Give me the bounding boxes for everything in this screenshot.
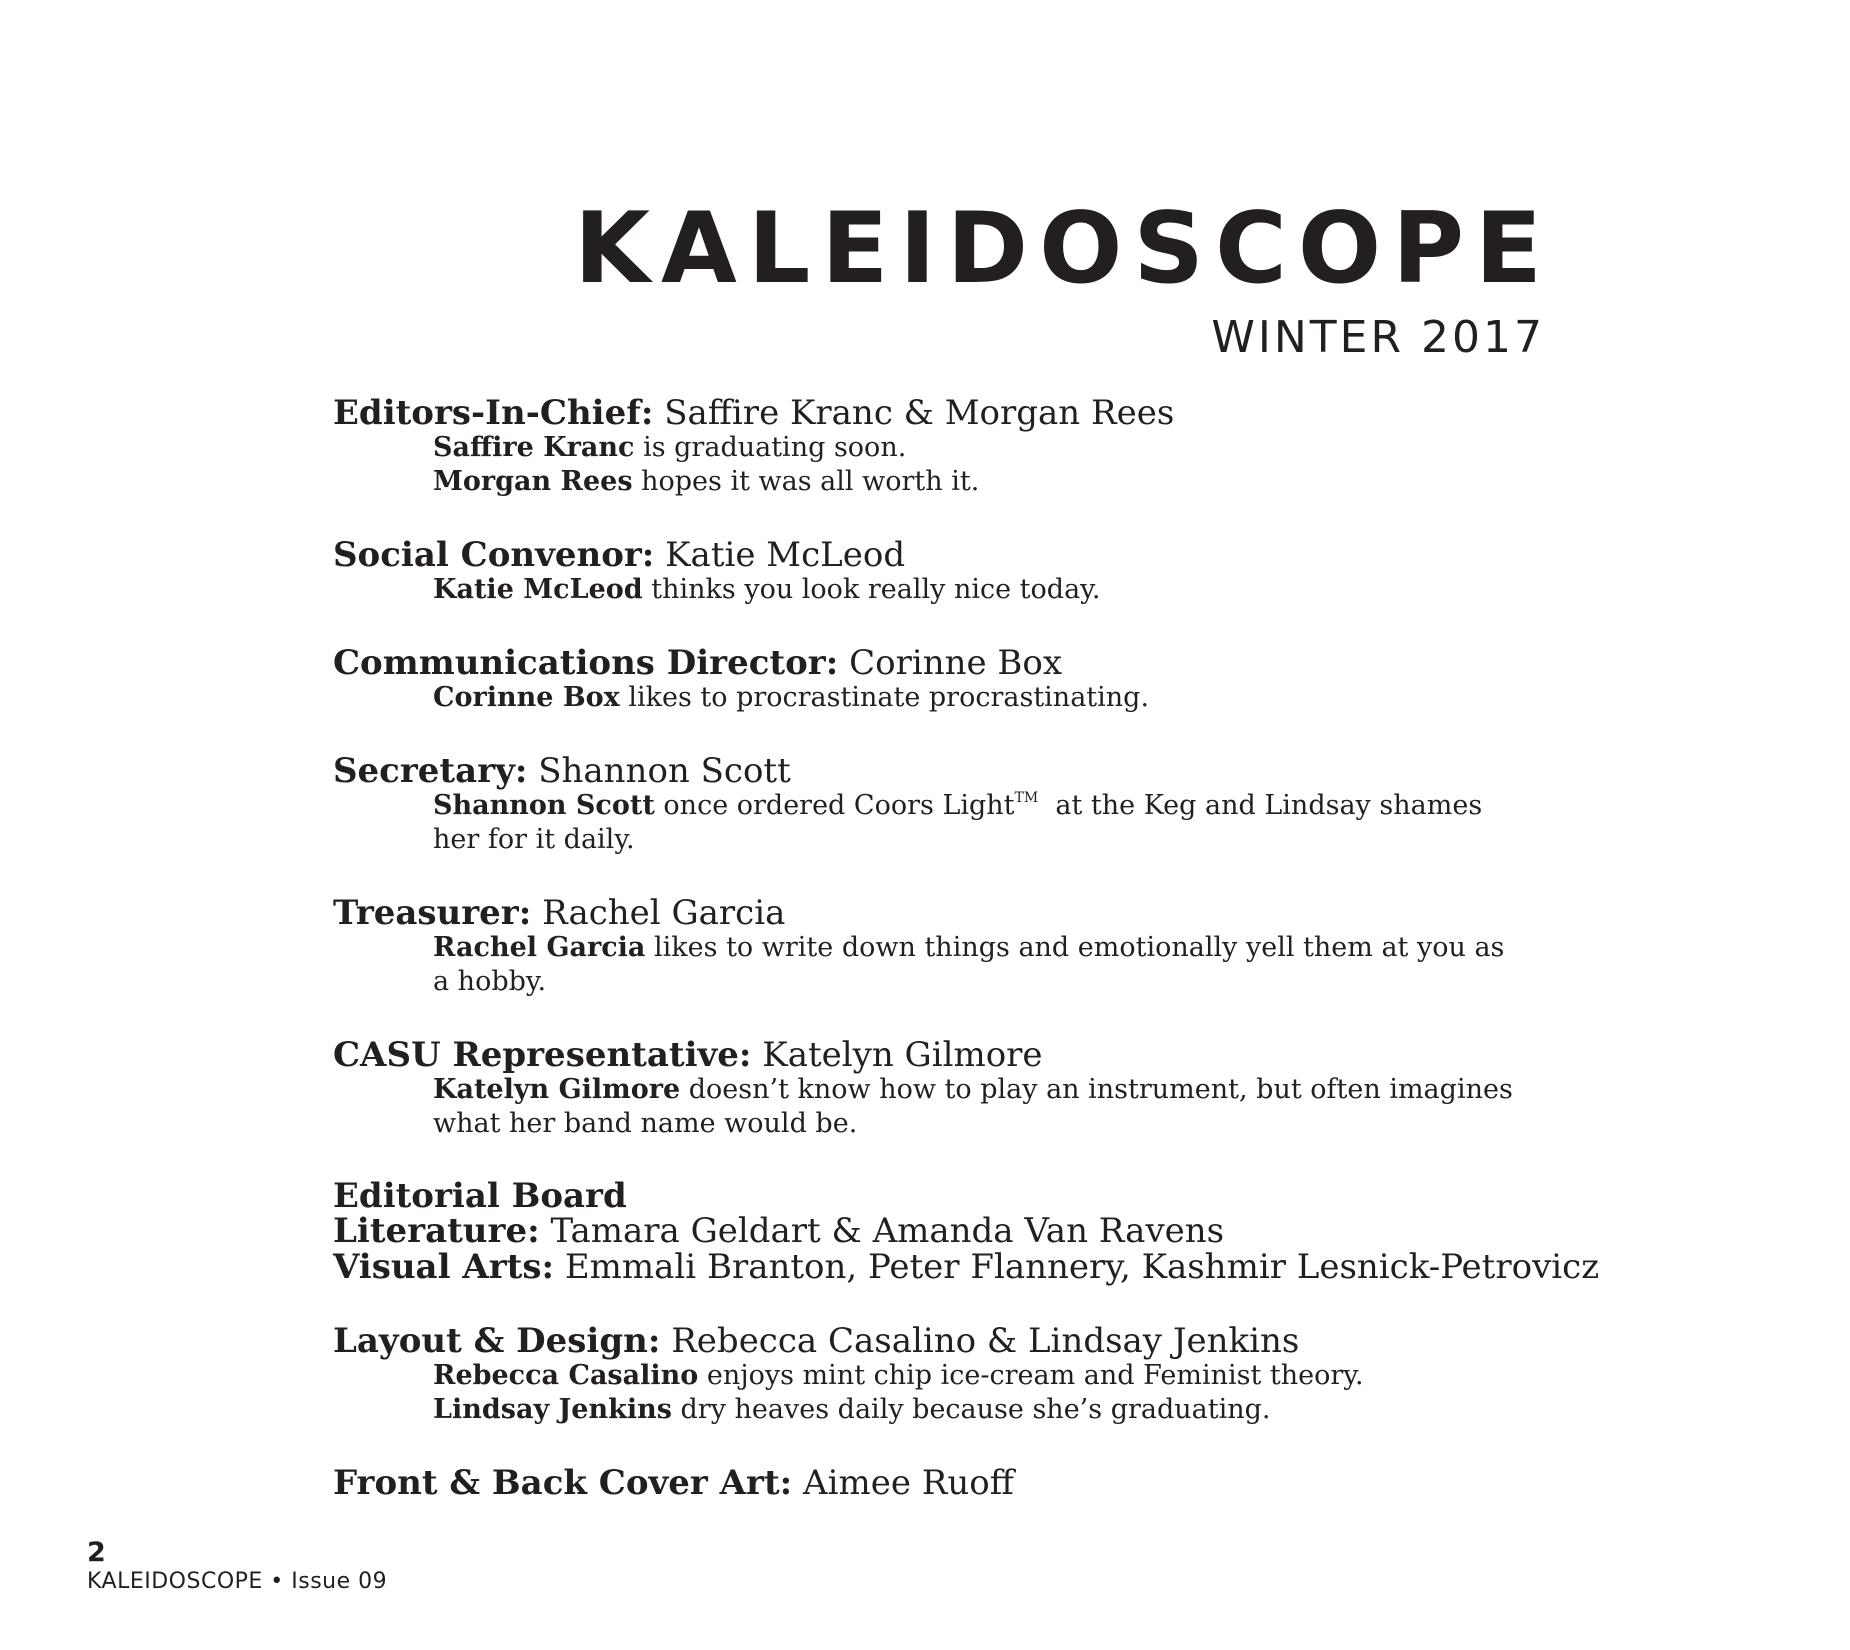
role-line <box>333 1323 1523 1359</box>
role-label: CASU Representative: <box>333 1035 752 1075</box>
bio <box>333 681 1523 715</box>
bio <box>333 1393 1523 1427</box>
bio-name: Morgan Rees <box>433 466 633 497</box>
editorial-board-heading: Editorial Board <box>333 1176 627 1216</box>
bio-text: hopes it was all worth it. <box>641 466 980 497</box>
bio-name: Katie McLeod <box>433 574 643 605</box>
issue-season: WINTER 2017 <box>1211 312 1545 363</box>
role-label: Communications Director: <box>333 643 839 683</box>
role-label: Secretary: <box>333 751 528 791</box>
role-line <box>333 645 1523 681</box>
entry-social-convenor <box>333 537 1523 607</box>
role-line-literature <box>333 1213 1523 1249</box>
role-value: Corinne Box <box>849 643 1063 683</box>
bio-name: Rebecca Casalino <box>433 1360 699 1391</box>
role-value: Rachel Garcia <box>542 893 786 933</box>
bio-text: enjoys mint chip ice-cream and Feminist theory. <box>706 1360 1364 1391</box>
role-line <box>333 395 1523 431</box>
bio-text: thinks you look really nice today. <box>651 574 1101 605</box>
bio-text: is graduating soon. <box>643 432 907 463</box>
role-value: Rebecca Casalino & Lindsay Jenkins <box>671 1321 1300 1361</box>
entry-treasurer <box>333 895 1523 999</box>
role-line <box>333 537 1523 573</box>
role-label: Editors-In-Chief: <box>333 393 654 433</box>
role-value: Aimee Ruoff <box>803 1463 1014 1503</box>
bio <box>333 431 1523 465</box>
bio <box>333 931 1523 999</box>
bio-name: Lindsay Jenkins <box>433 1394 672 1425</box>
role-label: Layout & Design: <box>333 1321 661 1361</box>
page-footer <box>87 1538 387 1596</box>
entry-editorial-board <box>333 1176 1600 1287</box>
bio-name: Corinne Box <box>433 682 620 713</box>
bio-text: likes to procrastinate procrastinating. <box>628 682 1150 713</box>
bio-name: Shannon Scott <box>433 790 655 821</box>
entry-editors-in-chief <box>333 395 1523 499</box>
role-line <box>333 753 1523 789</box>
role-label: Treasurer: <box>333 893 532 933</box>
role-label: Social Convenor: <box>333 535 655 575</box>
entry-secretary <box>333 753 1523 857</box>
role-line-visual-arts <box>333 1247 1600 1287</box>
role-line <box>333 1037 1523 1073</box>
role-value: Katie McLeod <box>665 535 906 575</box>
page-number: 2 <box>87 1537 106 1568</box>
bio <box>333 789 1523 857</box>
role-label: Front & Back Cover Art: <box>333 1463 793 1503</box>
staff-list <box>333 393 1600 1539</box>
entry-cover-art <box>333 1465 1523 1501</box>
entry-layout-design <box>333 1323 1523 1427</box>
role-value: Shannon Scott <box>538 751 791 791</box>
role-label: Literature: <box>333 1211 540 1251</box>
bio <box>333 573 1523 607</box>
bio <box>333 1359 1523 1393</box>
entry-casu-representative <box>333 1037 1523 1141</box>
masthead <box>574 192 1553 363</box>
role-line <box>333 1465 1523 1501</box>
bio-text: likes to write down things and emotionally yell them at you as a hobby. <box>433 932 1505 997</box>
role-line <box>333 895 1523 931</box>
bio-name: Saffire Kranc <box>433 432 635 463</box>
role-value: Katelyn Gilmore <box>762 1035 1043 1075</box>
bio-text: doesn’t know how to play an instrument, but often imagines what her band name would be. <box>433 1074 1513 1139</box>
bio-name: Rachel Garcia <box>433 932 646 963</box>
role-value: Saffire Kranc & Morgan Rees <box>664 393 1175 433</box>
bio <box>333 465 1523 499</box>
role-value: Emmali Branton, Peter Flannery, Kashmir Lesnick-Petrovicz <box>564 1247 1600 1287</box>
footer-issue-line: KALEIDOSCOPE • Issue 09 <box>87 1569 388 1594</box>
magazine-title: KALEIDOSCOPE <box>574 192 1553 306</box>
bio-text: at the Keg and Lindsay shames her for it daily. <box>433 790 1483 855</box>
bio <box>333 1073 1523 1141</box>
bio-name: Katelyn Gilmore <box>433 1074 681 1105</box>
bio-text: dry heaves daily because she’s graduating. <box>680 1394 1271 1425</box>
entry-communications-director <box>333 645 1523 715</box>
role-label: Visual Arts: <box>333 1247 555 1287</box>
trademark-mark: TM <box>1014 790 1039 806</box>
role-value: Tamara Geldart & Amanda Van Ravens <box>550 1211 1225 1251</box>
bio-text: once ordered Coors Light <box>663 790 1015 821</box>
